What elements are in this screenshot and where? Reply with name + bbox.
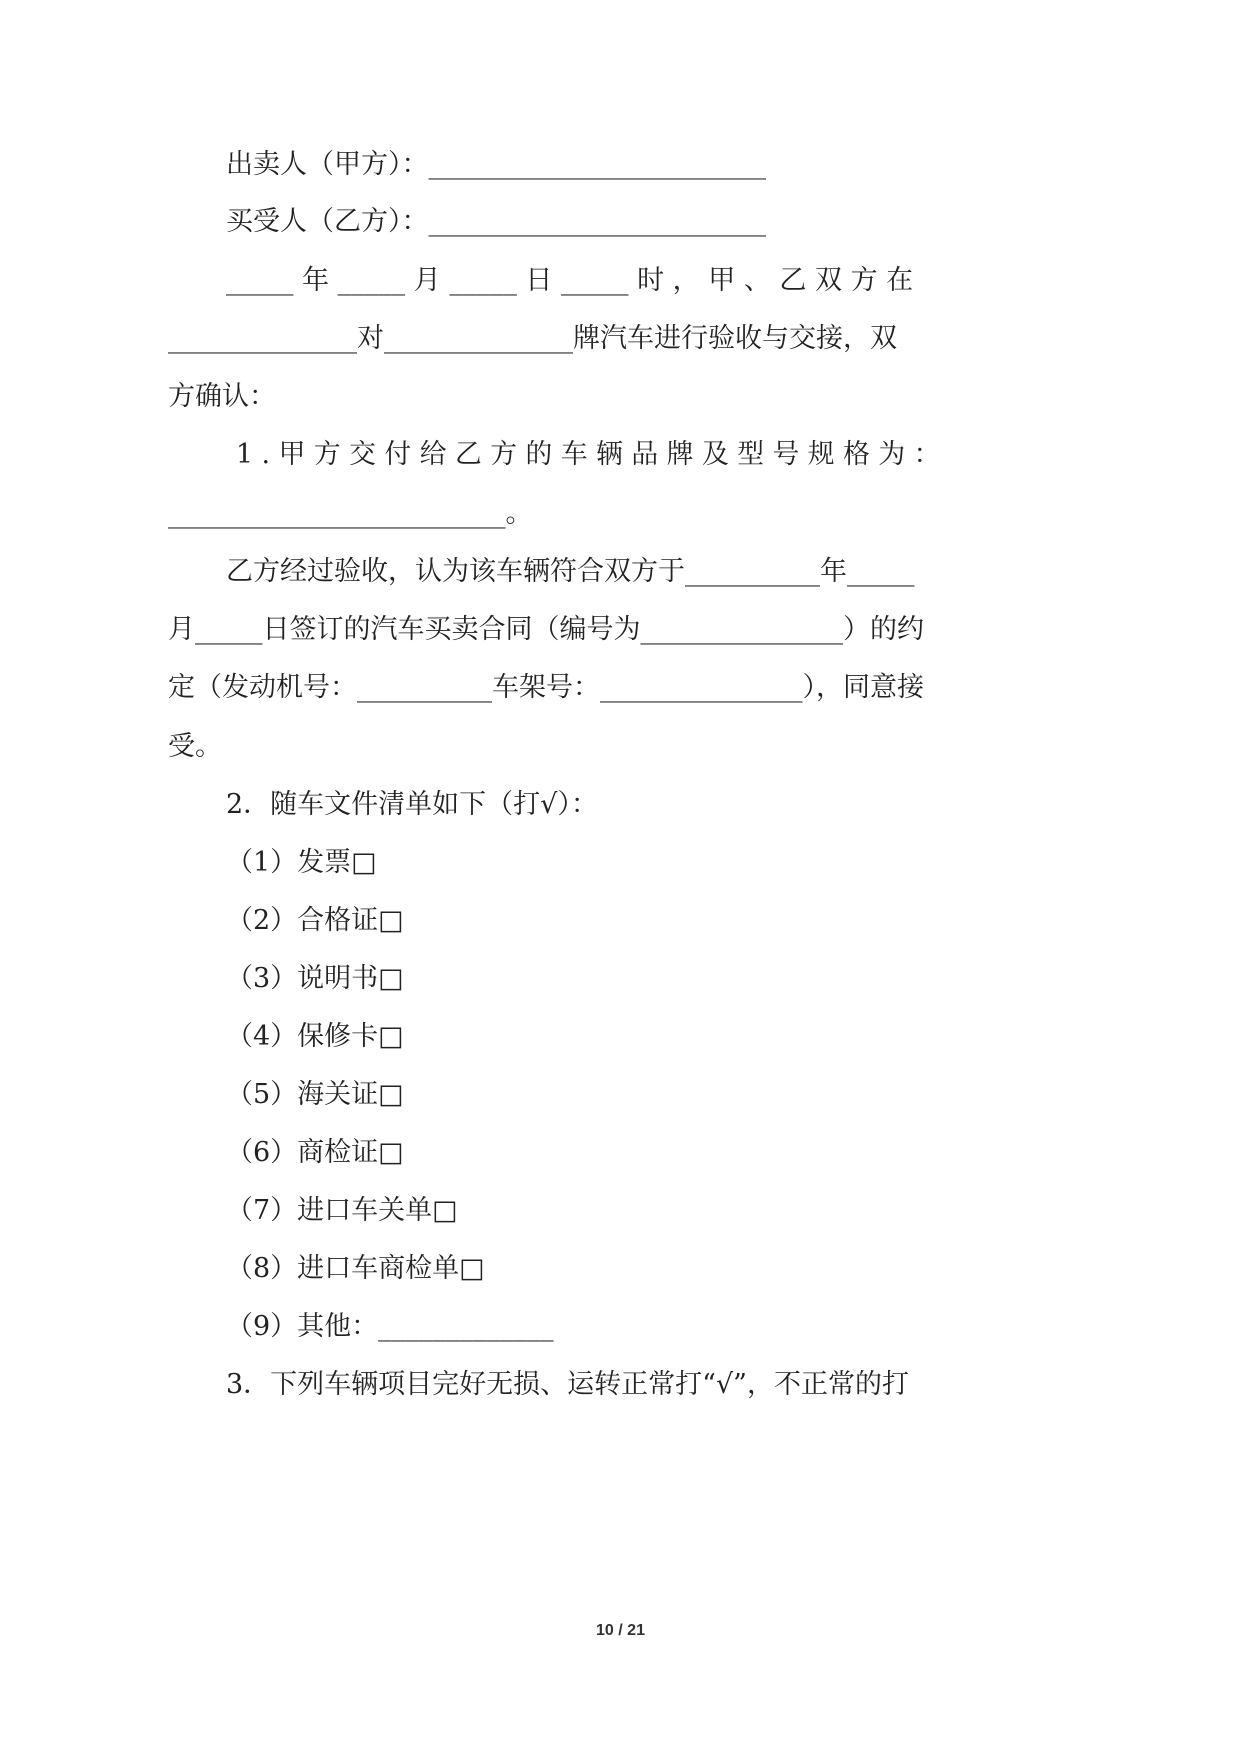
brand-model-line: _________________________。 bbox=[168, 498, 533, 529]
document-item-5: （5）海关证□ bbox=[226, 1079, 404, 1110]
acceptance-line-2: 月_____日签订的汽车买卖合同（编号为_______________）的约 bbox=[168, 614, 924, 645]
document-item-7: （7）进口车关单□ bbox=[226, 1195, 458, 1226]
clause-2-line: 2．随车文件清单如下（打√）： bbox=[226, 789, 598, 820]
buyer-line: 买受人（乙方）：_________________________ bbox=[226, 206, 766, 237]
acceptance-line-1: 乙方经过验收，认为该车辆符合双方于__________年_____ bbox=[226, 556, 915, 587]
document-item-1: （1）发票□ bbox=[226, 847, 377, 878]
inspection-line: ______________对______________牌汽车进行验收与交接，双 bbox=[168, 323, 897, 354]
document-item-2: （2）合格证□ bbox=[226, 905, 404, 936]
page-number: 10 / 21 bbox=[596, 1622, 645, 1639]
confirm-line: 方确认： bbox=[168, 381, 276, 412]
date-time-line: _____ 年 _____ 月 _____ 日 _____ 时 ， 甲 、 乙 双 方 在 bbox=[226, 265, 914, 296]
document-item-9: （9）其他：_____________ bbox=[226, 1311, 554, 1342]
document-item-8: （8）进口车商检单□ bbox=[226, 1253, 485, 1284]
clause-1-line: 1 . 甲 方 交 付 给 乙 方 的 车 辆 品 牌 及 型 号 规 格 为 ： bbox=[236, 439, 941, 470]
document-item-4: （4）保修卡□ bbox=[226, 1021, 404, 1052]
seller-line: 出卖人（甲方）：_________________________ bbox=[226, 149, 766, 180]
document-item-6: （6）商检证□ bbox=[226, 1137, 404, 1168]
document-item-3: （3）说明书□ bbox=[226, 963, 404, 994]
acceptance-line-3: 定（发动机号：__________车架号：_______________），同意接 bbox=[168, 672, 924, 703]
clause-3-line: 3．下列车辆项目完好无损、运转正常打“√”，不正常的打 bbox=[226, 1369, 909, 1400]
acceptance-line-4: 受。 bbox=[168, 731, 222, 762]
